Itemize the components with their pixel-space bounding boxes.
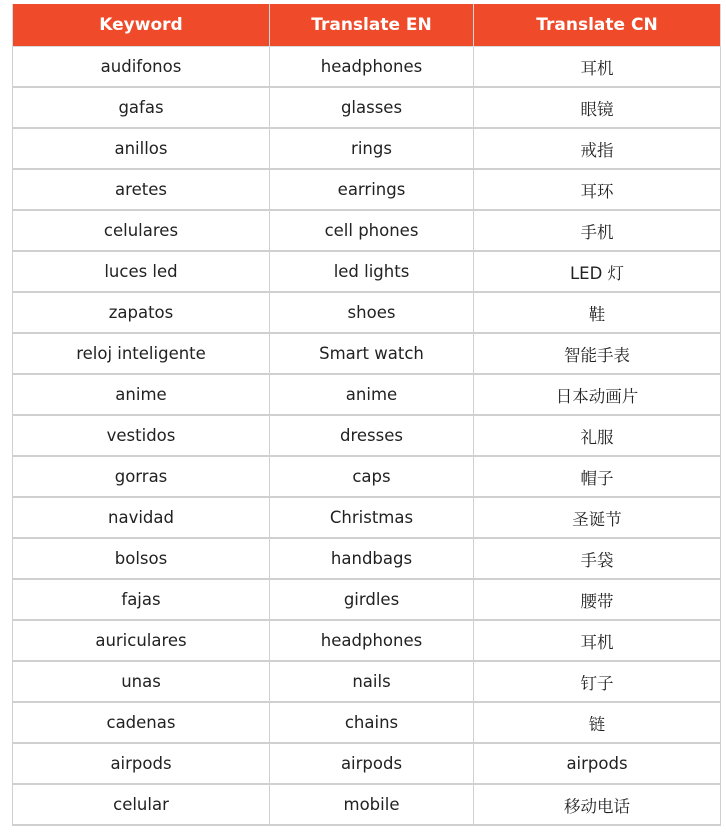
cell-keyword: celulares [13, 210, 270, 251]
cell-keyword: gorras [13, 456, 270, 497]
cell-translate-cn: 鞋 [474, 292, 721, 333]
cell-translate-cn: 礼服 [474, 415, 721, 456]
cell-keyword: anillos [13, 128, 270, 169]
cell-translate-en: glasses [270, 87, 474, 128]
table-row [13, 661, 721, 702]
table-row [13, 743, 721, 784]
cell-keyword: aretes [13, 169, 270, 210]
cell-keyword: auriculares [13, 620, 270, 661]
cell-translate-en: caps [270, 456, 474, 497]
table-row [13, 620, 721, 661]
cell-translate-en: airpods [270, 743, 474, 784]
cell-translate-cn: 移动电话 [474, 784, 721, 825]
cell-translate-en: Christmas [270, 497, 474, 538]
cell-translate-cn: 手机 [474, 210, 721, 251]
table-row [13, 456, 721, 497]
table-row [13, 538, 721, 579]
cell-translate-en: nails [270, 661, 474, 702]
cell-translate-cn: airpods [474, 743, 721, 784]
cell-keyword: navidad [13, 497, 270, 538]
cell-translate-cn: 耳机 [474, 620, 721, 661]
cell-translate-cn: 耳机 [474, 47, 721, 88]
cell-translate-en: headphones [270, 47, 474, 88]
cell-keyword: anime [13, 374, 270, 415]
table-row [13, 784, 721, 825]
cell-translate-en: led lights [270, 251, 474, 292]
table-row [13, 579, 721, 620]
cell-keyword: zapatos [13, 292, 270, 333]
cell-translate-en: shoes [270, 292, 474, 333]
cell-translate-cn: 耳环 [474, 169, 721, 210]
table-row [13, 47, 721, 88]
cell-translate-en: headphones [270, 620, 474, 661]
table-row [13, 87, 721, 128]
cell-keyword: cadenas [13, 702, 270, 743]
cell-translate-en: dresses [270, 415, 474, 456]
table-row [13, 169, 721, 210]
header-keyword: Keyword [13, 4, 270, 47]
header-translate-cn: Translate CN [474, 4, 721, 47]
cell-translate-en: earrings [270, 169, 474, 210]
cell-translate-cn: 手袋 [474, 538, 721, 579]
cell-translate-en: rings [270, 128, 474, 169]
cell-keyword: fajas [13, 579, 270, 620]
table-row [13, 128, 721, 169]
cell-translate-cn: 戒指 [474, 128, 721, 169]
cell-keyword: luces led [13, 251, 270, 292]
cell-keyword: celular [13, 784, 270, 825]
cell-keyword: gafas [13, 87, 270, 128]
cell-translate-en: chains [270, 702, 474, 743]
cell-translate-en: Smart watch [270, 333, 474, 374]
cell-keyword: reloj inteligente [13, 333, 270, 374]
cell-translate-cn: 链 [474, 702, 721, 743]
table-row [13, 333, 721, 374]
header-translate-en: Translate EN [270, 4, 474, 47]
cell-translate-cn: 钉子 [474, 661, 721, 702]
cell-translate-en: mobile [270, 784, 474, 825]
cell-keyword: bolsos [13, 538, 270, 579]
table-row [13, 497, 721, 538]
cell-keyword: audifonos [13, 47, 270, 88]
keyword-translation-table [12, 4, 721, 826]
table-row [13, 702, 721, 743]
cell-translate-en: cell phones [270, 210, 474, 251]
cell-translate-cn: LED 灯 [474, 251, 721, 292]
table-row [13, 415, 721, 456]
cell-translate-cn: 智能手表 [474, 333, 721, 374]
table-row [13, 210, 721, 251]
table-header-row [13, 4, 721, 47]
cell-translate-en: anime [270, 374, 474, 415]
table-row [13, 251, 721, 292]
cell-translate-cn: 帽子 [474, 456, 721, 497]
table-row [13, 374, 721, 415]
cell-translate-cn: 日本动画片 [474, 374, 721, 415]
table-row [13, 292, 721, 333]
cell-translate-cn: 腰带 [474, 579, 721, 620]
cell-keyword: airpods [13, 743, 270, 784]
cell-translate-cn: 圣诞节 [474, 497, 721, 538]
cell-translate-en: handbags [270, 538, 474, 579]
cell-translate-en: girdles [270, 579, 474, 620]
cell-keyword: unas [13, 661, 270, 702]
keyword-translation-table-container [12, 4, 720, 826]
cell-keyword: vestidos [13, 415, 270, 456]
cell-translate-cn: 眼镜 [474, 87, 721, 128]
